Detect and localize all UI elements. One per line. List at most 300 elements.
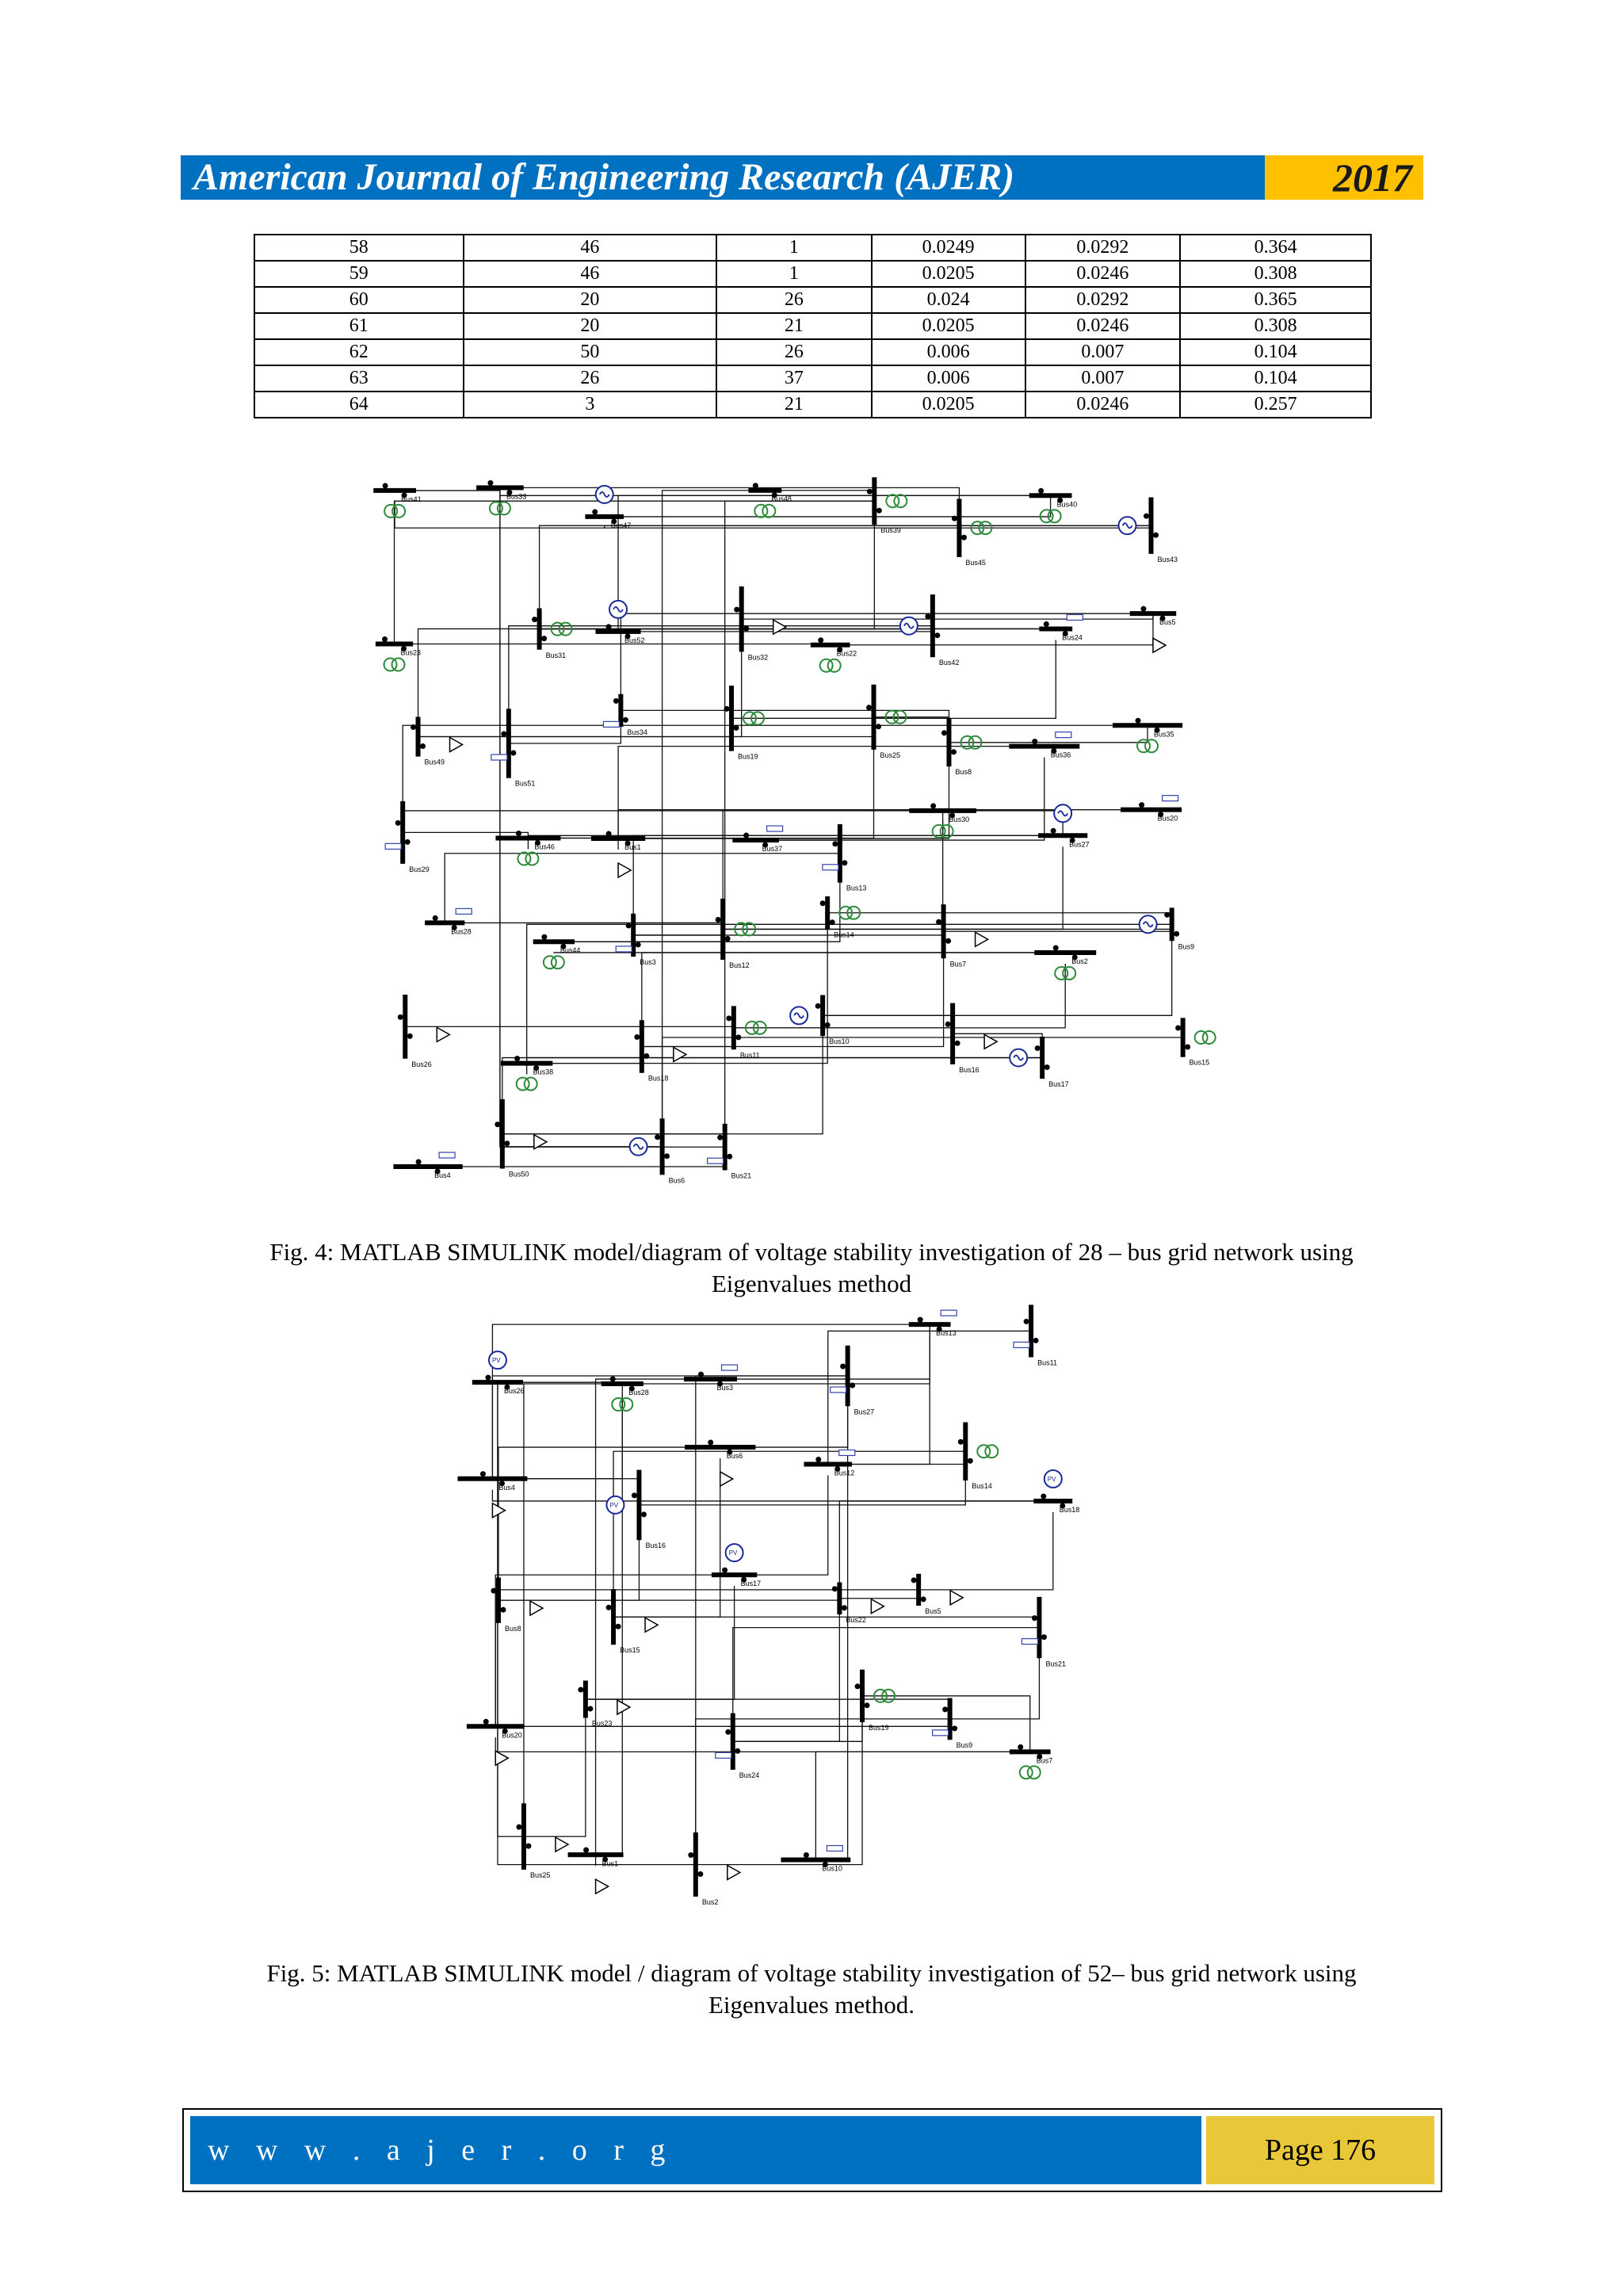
fig5-bus-bus12 [804, 1450, 854, 1477]
connection-line [734, 964, 1065, 1028]
connection-line [527, 1046, 642, 1063]
connection-dot [1032, 739, 1037, 744]
connection-line [618, 811, 943, 839]
fig5-bus-bus26 [472, 1351, 525, 1395]
connection-dot [876, 724, 881, 729]
connection-line [918, 1512, 1053, 1590]
table-cell: 0.365 [1180, 287, 1371, 313]
bus-label: Bus21 [1045, 1660, 1066, 1668]
fig4-bus-bus15 [1175, 1018, 1216, 1066]
connection-line [696, 1707, 862, 1865]
bus-label: Bus9 [956, 1741, 973, 1750]
fig4-bus-bus49 [411, 716, 463, 766]
connection-dot [634, 1034, 640, 1040]
transformer-icon [552, 956, 564, 968]
connection-dot [717, 1135, 723, 1140]
bus-label: Bus13 [846, 884, 867, 892]
bus-label: Bus23 [591, 1719, 613, 1728]
connection-dot [516, 1824, 521, 1830]
fig5-bus-bus8 [491, 1577, 543, 1632]
bus-label: Bus25 [529, 1871, 551, 1880]
connection-dot [1144, 514, 1149, 519]
table-cell: 0.0205 [872, 313, 1025, 339]
line-impedance-icon [767, 826, 783, 831]
connection-line [723, 810, 1151, 930]
bus-label: Bus9 [1178, 942, 1195, 951]
fig4-bus-bus23 [376, 636, 421, 671]
connection-dot [395, 820, 401, 826]
table-cell: 60 [254, 287, 464, 313]
connection-dot [911, 1577, 917, 1583]
fig4-bus-bus6 [630, 1118, 685, 1184]
fig4-bus-bus22 [811, 637, 857, 672]
fig5-bus-bus13 [909, 1310, 957, 1337]
table-row [254, 392, 1371, 418]
line-impedance-icon [933, 1730, 949, 1736]
generator-icon-glyph: PV [491, 1357, 501, 1365]
table-cell: 3 [464, 392, 716, 418]
transformer-icon [1028, 1766, 1041, 1778]
bus-label: Bus45 [965, 558, 986, 567]
load-arrow-icon [1153, 638, 1166, 652]
bus-label: Bus14 [972, 1482, 992, 1491]
connection-dot [1053, 945, 1059, 950]
connection-dot [606, 831, 612, 836]
fig4-bus-bus18 [634, 1020, 686, 1082]
table-row [254, 261, 1371, 287]
connection-line [495, 1590, 918, 1726]
connection-dot [587, 1706, 593, 1712]
connection-line [874, 717, 949, 743]
table-cell: 0.0246 [1025, 261, 1181, 287]
figure-5-caption-line1: Fig. 5: MATLAB SIMULINK model / diagram of voltage stability investigation of 52– bus grid network using [266, 1959, 1357, 1987]
table-cell: 26 [464, 365, 716, 392]
fig4-bus-bus19 [724, 686, 765, 761]
fig4-bus-bus37 [732, 826, 782, 853]
connection-line [500, 487, 663, 1146]
transformer-icon [525, 853, 538, 865]
connection-dot [865, 1702, 870, 1708]
fig5-bus-bus5 [911, 1574, 964, 1615]
connection-line [618, 754, 949, 839]
connection-dot [416, 1159, 422, 1165]
generator-icon-glyph: PV [728, 1549, 738, 1557]
connection-dot [541, 934, 547, 940]
connection-line [621, 613, 1153, 710]
connection-dot [1032, 1615, 1037, 1621]
connection-dot [743, 626, 749, 632]
table-cell: 1 [716, 235, 872, 261]
connection-dot [727, 1154, 732, 1159]
table-cell: 58 [254, 235, 464, 261]
connection-line [622, 1324, 930, 1384]
connection-dot [918, 1317, 923, 1323]
connection-dot [708, 1440, 713, 1446]
connection-dot [753, 483, 758, 488]
fig4-bus-bus1 [591, 831, 645, 877]
connection-line [731, 718, 949, 742]
load-arrow-icon [950, 1591, 963, 1605]
fig4-bus-bus51 [491, 709, 536, 787]
table-row [254, 365, 1371, 392]
table-row [254, 339, 1371, 365]
bus-label: Bus35 [1154, 730, 1174, 739]
bus-label: Bus16 [959, 1065, 980, 1074]
bus-label: Bus4 [498, 1483, 515, 1492]
fig4-bus-bus3 [616, 914, 656, 966]
bus-label: Bus29 [409, 865, 430, 873]
connection-dot [487, 480, 493, 486]
table-cell: 0.257 [1180, 392, 1371, 418]
load-arrow-icon [976, 932, 988, 946]
line-impedance-icon [823, 865, 838, 870]
connection-line [725, 501, 875, 1158]
connection-line [492, 1324, 930, 1479]
fig4-bus-bus26 [398, 995, 450, 1068]
table-cell: 0.0246 [1025, 392, 1181, 418]
connection-dot [698, 1372, 704, 1377]
fig5-bus-bus9 [933, 1698, 973, 1749]
bus-label: Bus10 [822, 1864, 842, 1873]
connection-line [405, 1026, 734, 1027]
connection-dot [961, 535, 967, 541]
connection-line [613, 1617, 1039, 1627]
connection-line [498, 1382, 696, 1864]
connection-dot [664, 1153, 670, 1159]
connection-dot [830, 919, 835, 925]
bus-label: Bus13 [936, 1329, 957, 1338]
connection-dot [941, 730, 947, 735]
connection-line [498, 1516, 639, 1600]
bus-label: Bus46 [534, 842, 555, 851]
bus-label: Bus15 [620, 1646, 640, 1655]
transformer-icon [525, 1078, 537, 1091]
load-arrow-icon [556, 1837, 568, 1851]
line-impedance-icon [708, 1158, 724, 1163]
bus-label: Bus39 [880, 526, 901, 535]
fig5-bus-bus18 [1033, 1470, 1079, 1514]
connection-lines [492, 1324, 1052, 1875]
transformer-icon [392, 658, 405, 670]
connection-line [395, 501, 875, 644]
connection-dot [1041, 1634, 1047, 1640]
connection-line [527, 924, 827, 1064]
load-arrow-icon [871, 1599, 884, 1614]
connection-dot [1136, 718, 1141, 724]
table-cell: 64 [254, 392, 464, 418]
connection-dot [952, 1725, 957, 1731]
bus-label: Bus19 [738, 752, 758, 761]
fig5-bus-bus21 [1022, 1597, 1066, 1668]
connection-dot [945, 938, 951, 944]
connection-dot [815, 1457, 821, 1462]
fig4-bus-bus7 [936, 904, 988, 968]
load-arrow-icon [437, 1027, 449, 1041]
connection-dot [1174, 931, 1179, 937]
bus-label: Bus8 [955, 768, 972, 777]
connection-dot [420, 743, 426, 749]
connection-line [527, 924, 1172, 1063]
connection-line [642, 953, 1065, 1047]
bus-label: Bus27 [1069, 840, 1090, 849]
table-cell: 0.007 [1025, 339, 1181, 365]
connection-dot [483, 1719, 489, 1725]
bus-label: Bus52 [624, 636, 645, 644]
journal-title: American Journal of Engineering Research (AJER) [181, 155, 1265, 200]
connection-dot [815, 1003, 821, 1009]
connection-dot [855, 1683, 861, 1689]
connection-line [528, 728, 873, 839]
connection-dot [866, 705, 872, 710]
bus-label: Bus32 [747, 653, 769, 662]
fig5-bus-bus1 [568, 1847, 624, 1894]
connection-dot [500, 1607, 506, 1613]
connection-dot [382, 636, 388, 642]
connection-dot [968, 1458, 973, 1464]
table-cell: 46 [464, 261, 716, 287]
connection-dot [616, 1624, 621, 1629]
load-arrow-icon [450, 738, 463, 752]
line-impedance-icon [385, 843, 401, 849]
table-cell: 0.006 [872, 365, 1025, 392]
table-cell: 61 [254, 313, 464, 339]
connection-line [492, 1490, 1052, 1501]
connection-dot [1185, 1045, 1190, 1050]
bus-label: Bus3 [640, 958, 656, 967]
connection-dot [958, 1439, 964, 1445]
connection-dot [1041, 1493, 1046, 1499]
bus-label: Bus1 [601, 1859, 619, 1868]
bus-label: Bus17 [740, 1580, 762, 1588]
connection-dot [1051, 828, 1056, 834]
bus-label: Bus21 [731, 1171, 752, 1180]
fig4-bus-bus32 [734, 586, 786, 662]
table-cell: 62 [254, 339, 464, 365]
line-impedance-icon [1056, 732, 1071, 738]
fig4-bus-bus11 [726, 1006, 766, 1059]
connection-line [524, 1710, 586, 1836]
connection-dot [1024, 1319, 1029, 1324]
fig4-bus-bus21 [708, 1124, 752, 1180]
fig4-bus-bus12 [716, 899, 756, 969]
bus-label: Bus5 [925, 1606, 941, 1615]
connection-line [524, 1384, 622, 1847]
fig4-bus-bus45 [952, 499, 992, 567]
fig4-bus-bus52 [596, 601, 645, 644]
bus-label: Bus42 [938, 659, 960, 667]
connection-line [949, 725, 1148, 743]
load-arrow-icon [618, 863, 631, 877]
table-cell: 21 [716, 313, 872, 339]
bus-label: Bus37 [762, 845, 783, 854]
bus-label: Bus7 [1036, 1756, 1053, 1765]
bus-label: Bus20 [1157, 814, 1178, 823]
connection-line [554, 865, 840, 942]
connection-dot [804, 1852, 809, 1858]
connection-line [633, 929, 723, 935]
connection-dot [1044, 621, 1049, 627]
connection-line [823, 935, 1172, 1015]
connection-dot [936, 919, 941, 925]
line-impedance-icon [1163, 796, 1178, 801]
bus-label: Bus24 [1062, 633, 1083, 642]
fig4-bus-bus13 [823, 824, 867, 892]
load-arrow-icon [645, 1618, 658, 1632]
fig4-bus-bus28 [425, 908, 472, 935]
connection-dot [525, 1843, 531, 1849]
connection-dot [643, 1053, 649, 1059]
bus-label: Bus31 [545, 651, 567, 659]
load-arrow-icon [530, 1601, 543, 1615]
connection-dot [1038, 488, 1044, 494]
connection-dot [411, 724, 416, 730]
table-cell: 0.024 [872, 287, 1025, 313]
line-impedance-icon [439, 1152, 455, 1158]
fig4-bus-bus17 [1010, 1037, 1069, 1088]
connection-dot [840, 1363, 846, 1369]
connection-dot [641, 1511, 647, 1517]
fig4-bus-bus25 [866, 685, 907, 759]
connection-dot [952, 516, 957, 521]
line-impedance-icon [722, 1365, 738, 1370]
connection-dot [636, 942, 641, 947]
connection-line [605, 495, 1051, 517]
connection-dot [688, 1852, 693, 1858]
connection-dot [405, 839, 411, 845]
connection-dot [504, 1140, 510, 1146]
connection-line [492, 1395, 622, 1479]
bus-label: Bus6 [668, 1176, 685, 1185]
fig4-bus-bus41 [373, 483, 421, 518]
connection-dot [825, 1022, 831, 1028]
load-arrow-icon [495, 1751, 508, 1765]
fig5-bus-bus19 [855, 1670, 896, 1732]
connection-dot [510, 751, 516, 756]
connection-dot [725, 936, 731, 942]
transformer-icon [762, 505, 775, 518]
bus-label: Bus38 [533, 1068, 554, 1076]
bus-label: Bus41 [401, 495, 422, 503]
table-row [254, 235, 1371, 261]
connection-dot [383, 483, 388, 488]
bus-label: Bus1 [624, 842, 641, 851]
table-cell: 0.0292 [1025, 235, 1181, 261]
fig5-bus-bus3 [684, 1365, 738, 1392]
bus-label: Bus33 [506, 492, 527, 501]
bus-label: Bus24 [739, 1771, 760, 1779]
connection-dot [876, 508, 882, 514]
connection-line [733, 1610, 840, 1742]
connection-dot [951, 749, 957, 755]
connection-dot [735, 1034, 741, 1040]
connection-dot [955, 1041, 960, 1046]
bus-label: Bus6 [726, 1452, 743, 1461]
bus-label: Bus34 [627, 728, 647, 737]
fig4-bus-bus43 [1119, 497, 1178, 563]
connection-dot [925, 613, 930, 619]
connection-dot [842, 1605, 847, 1610]
fig5-bus-bus16 [606, 1470, 666, 1550]
connection-dot [1139, 802, 1144, 808]
fig4-bus-bus31 [532, 609, 572, 659]
bus-label: Bus3 [716, 1384, 734, 1392]
bus-label: Bus20 [502, 1731, 522, 1740]
connection-dot [655, 1134, 660, 1140]
journal-header [181, 155, 1423, 200]
table-cell: 63 [254, 365, 464, 392]
connection-line [540, 512, 875, 628]
table-cell: 0.0205 [872, 392, 1025, 418]
connection-line [618, 747, 1044, 839]
connection-dot [942, 1706, 948, 1712]
connection-line [823, 1015, 953, 1033]
table-cell: 0.308 [1180, 261, 1371, 287]
connection-line [827, 913, 1172, 925]
connection-dot [722, 1568, 727, 1573]
table-cell: 0.0246 [1025, 313, 1181, 339]
fig4-bus-bus34 [603, 694, 647, 736]
connection-line [731, 640, 1056, 718]
bus-label: Bus17 [1048, 1080, 1069, 1089]
fig5-bus-bus14 [958, 1422, 999, 1490]
bus-label: Bus14 [834, 930, 854, 939]
fig5-bus-bus15 [606, 1589, 659, 1654]
connection-dot [541, 636, 547, 641]
connection-dot [726, 1015, 731, 1021]
connection-line [950, 1639, 1040, 1719]
bus-label: Bus5 [1159, 618, 1176, 627]
table-cell: 26 [716, 287, 872, 313]
transformer-icon [828, 659, 841, 672]
table-cell: 59 [254, 261, 464, 287]
load-arrow-icon [596, 1879, 609, 1893]
fig4-bus-bus33 [476, 480, 526, 515]
bus-label: Bus51 [514, 779, 536, 788]
connection-line [613, 1458, 720, 1617]
connection-dot [623, 717, 628, 723]
journal-year: 2017 [1265, 155, 1423, 200]
connection-dot [480, 1471, 486, 1477]
line-impedance-icon [831, 1387, 846, 1392]
connection-line [586, 1699, 950, 1719]
connection-line [428, 1147, 725, 1167]
connection-dot [735, 1748, 740, 1754]
figure-4-caption [181, 1236, 1442, 1300]
connection-dot [734, 725, 739, 731]
table-cell: 20 [464, 313, 716, 339]
table-cell: 0.104 [1180, 339, 1371, 365]
bus-label: Bus7 [949, 960, 967, 968]
connection-line [613, 1451, 965, 1617]
bus-label: Bus8 [504, 1624, 521, 1633]
connection-dot [1153, 533, 1159, 538]
connection-line [418, 630, 742, 736]
bus-label: Bus11 [739, 1051, 760, 1060]
connection-line [735, 1475, 828, 1575]
line-impedance-icon [603, 721, 619, 727]
fig4-bus-bus4 [393, 1152, 462, 1179]
load-arrow-icon [984, 1034, 997, 1049]
bus-label: Bus48 [771, 495, 792, 503]
connection-dot [1164, 912, 1170, 918]
connection-dot [930, 803, 936, 808]
connection-dot [407, 1033, 413, 1039]
connection-dot [921, 1596, 926, 1602]
connection-dot [818, 637, 823, 643]
line-impedance-icon [827, 1846, 842, 1851]
table-cell: 0.006 [872, 339, 1025, 365]
connection-dot [1035, 1045, 1041, 1051]
